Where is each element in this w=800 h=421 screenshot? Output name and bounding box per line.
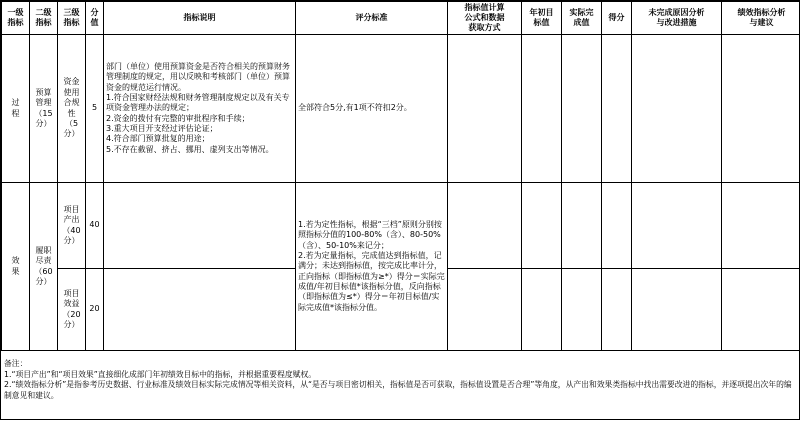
output-score: 40	[86, 183, 104, 269]
header-row	[2, 2, 800, 35]
output-obtained-cell[interactable]	[602, 183, 632, 269]
header-reason: 未完成原因分析 与改进措施	[632, 2, 722, 35]
process-formula-cell[interactable]	[448, 35, 522, 183]
benefit-formula-cell[interactable]	[448, 269, 522, 351]
header-obtained: 得分	[602, 2, 632, 35]
process-level1: 过 程	[2, 35, 30, 183]
process-suggestion-cell[interactable]	[722, 35, 800, 183]
benefit-level3: 项目 效益 （20 分）	[58, 269, 86, 351]
benefit-obtained-cell[interactable]	[602, 269, 632, 351]
output-actual-cell[interactable]	[562, 183, 602, 269]
header-formula: 指标值计算 公式和数据 获取方式	[448, 2, 522, 35]
benefit-score: 20	[86, 269, 104, 351]
header-level1: 一级 指标	[2, 2, 30, 35]
benefit-initial-target-cell[interactable]	[522, 269, 562, 351]
effect-level1: 效 果	[2, 183, 30, 351]
performance-table	[1, 1, 800, 351]
table-row-process	[2, 35, 800, 183]
notes-line-1: 1.“项目产出”和“项目效果”直接细化成部门年初绩效目标中的指标，并根据重要程度赋权。	[4, 370, 798, 381]
header-initial-target: 年初目 标值	[522, 2, 562, 35]
output-initial-target-cell[interactable]	[522, 183, 562, 269]
effect-criteria: 1.若为定性指标，根据“三档”原则分别按照指标分值的100-80%（含）、80-50%（含）、50-10%来记分； 2.若为定量指标，完成值达到指标值，记满分；未达到指标值，按完成比率计分，正向指标（即指标值为≥*）得分＝实际完成值/年初目标值*该指标分值，反向指标（即指标值为≤*）得分＝年初目标值/实际完成值*该指标分值。	[296, 183, 448, 351]
benefit-suggestion-cell[interactable]	[722, 269, 800, 351]
notes-line-2: 2.“绩效指标分析”是指参考历史数据、行业标准及绩效目标实际完成情况等相关资料，从“是否与项目密切相关，指标值是否可获取，指标值设置是否合理”等角度，从产出和效果类指标中找出需要改进的指标，并逐项提出次年的编制意见和建议。	[4, 380, 798, 401]
process-level3: 资金 使用 合规 性 （5 分）	[58, 35, 86, 183]
header-level2: 二级 指标	[30, 2, 58, 35]
process-score: 5	[86, 35, 104, 183]
output-description-cell[interactable]	[104, 183, 296, 269]
notes-title: 备注：	[4, 359, 798, 370]
header-criteria: 评分标准	[296, 2, 448, 35]
process-actual-cell[interactable]	[562, 35, 602, 183]
table-row-effect-output	[2, 183, 800, 269]
notes-section	[1, 351, 800, 421]
header-level3: 三级 指标	[58, 2, 86, 35]
output-suggestion-cell[interactable]	[722, 183, 800, 269]
process-reason-cell[interactable]	[632, 35, 722, 183]
benefit-actual-cell[interactable]	[562, 269, 602, 351]
output-formula-cell[interactable]	[448, 183, 522, 269]
process-level2: 预算 管理 （15 分）	[30, 35, 58, 183]
process-initial-target-cell[interactable]	[522, 35, 562, 183]
process-description: 部门（单位）使用预算资金是否符合相关的预算财务管理制度的规定，用以反映和考核部门（单位）预算资金的规范运行情况。 1.符合国家财经法规和财务管理制度规定以及有关专项资金管理办法的规定； 2.资金的拨付有完整的审批程序和手续； 3.重大项目开支经过评估论证； 4.符合部门预算批复的用途； 5.不存在截留、挤占、挪用、虚列支出等情况。	[104, 35, 296, 183]
output-reason-cell[interactable]	[632, 183, 722, 269]
output-level3: 项目 产出 （40 分）	[58, 183, 86, 269]
header-suggestion: 绩效指标分析 与建议	[722, 2, 800, 35]
effect-level2: 履职 尽责 （60 分）	[30, 183, 58, 351]
header-description: 指标说明	[104, 2, 296, 35]
process-obtained-cell[interactable]	[602, 35, 632, 183]
process-criteria: 全部符合5分,有1项不符扣2分。	[296, 35, 448, 183]
header-score: 分 值	[86, 2, 104, 35]
benefit-description-cell[interactable]	[104, 269, 296, 351]
header-actual: 实际完 成值	[562, 2, 602, 35]
benefit-reason-cell[interactable]	[632, 269, 722, 351]
